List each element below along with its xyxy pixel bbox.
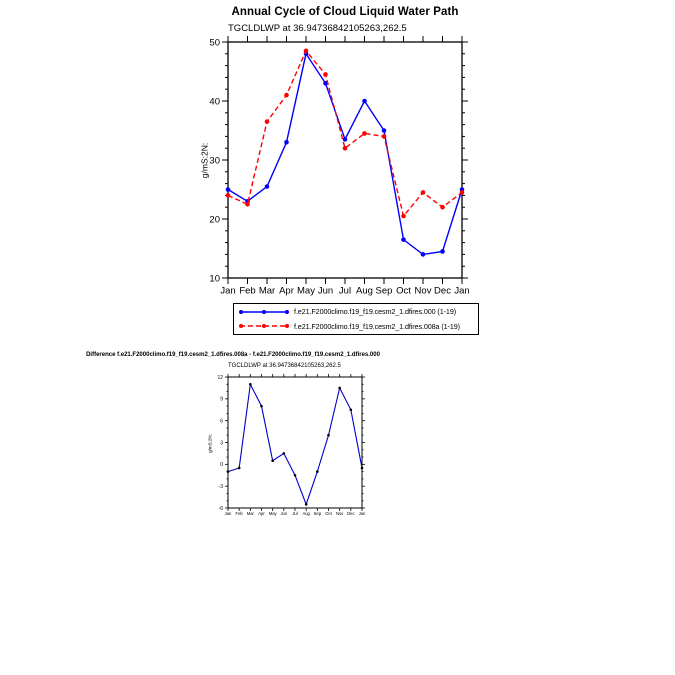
data-point-marker bbox=[304, 49, 309, 54]
legend-entry-dfires-008a bbox=[238, 319, 478, 333]
x-tick-label: Jun bbox=[280, 511, 288, 517]
top-chart-subtitle: TGCLDLWP at 36.94736842105263,262.5 bbox=[228, 23, 407, 34]
data-point-marker bbox=[382, 134, 387, 139]
difference-chart-y-axis-label: g/mS:2N: bbox=[207, 434, 213, 453]
difference-chart-title: Difference f.e21.F2000climo.f19_f19.cesm2_1.dfires.008a - f.e21.F2000climo.f19_f19.cesm2_1.dfires.000 bbox=[86, 352, 380, 358]
data-point-marker bbox=[284, 140, 289, 145]
x-tick-label: Mar bbox=[258, 285, 276, 297]
data-point-marker bbox=[260, 405, 263, 408]
y-tick-label: 10 bbox=[209, 273, 220, 285]
data-point-marker bbox=[305, 503, 308, 506]
data-point-marker bbox=[245, 202, 250, 207]
x-tick-label: Aug bbox=[302, 511, 310, 517]
legend-marker bbox=[262, 310, 266, 314]
x-tick-label: Jul bbox=[338, 285, 352, 297]
data-point-marker bbox=[316, 470, 319, 473]
y-tick-label: 3 bbox=[220, 440, 223, 447]
top-chart-y-axis-label: g/mS:2N: bbox=[199, 142, 210, 179]
x-tick-label: Apr bbox=[279, 285, 294, 297]
data-point-marker bbox=[284, 93, 289, 98]
x-tick-label: Aug bbox=[356, 285, 373, 297]
x-tick-label: Mar bbox=[246, 511, 254, 517]
data-point-marker bbox=[350, 408, 353, 411]
legend-sample-solid bbox=[238, 308, 290, 316]
data-point-marker bbox=[401, 214, 406, 219]
data-point-marker bbox=[327, 434, 330, 437]
data-point-marker bbox=[361, 467, 364, 470]
top-chart-title: Annual Cycle of Cloud Liquid Water Path bbox=[231, 6, 459, 18]
x-tick-label: Jun bbox=[317, 285, 334, 297]
data-point-marker bbox=[421, 252, 426, 257]
data-point-marker bbox=[227, 470, 230, 473]
y-tick-label: 40 bbox=[209, 96, 220, 108]
x-tick-label: Jan bbox=[220, 285, 236, 297]
data-point-marker bbox=[362, 99, 367, 104]
x-tick-label: Jul bbox=[292, 511, 298, 517]
y-tick-label: 30 bbox=[209, 155, 220, 167]
y-tick-label: 50 bbox=[209, 37, 220, 49]
data-point-marker bbox=[271, 459, 274, 462]
plot-border bbox=[228, 42, 462, 278]
data-point-marker bbox=[343, 146, 348, 151]
x-tick-label: Sep bbox=[375, 285, 393, 297]
y-tick-label: 6 bbox=[220, 418, 223, 425]
data-point-marker bbox=[323, 72, 328, 77]
y-tick-label: -3 bbox=[218, 483, 223, 490]
x-tick-label: Jan bbox=[358, 511, 366, 517]
x-tick-label: Jan bbox=[224, 511, 232, 517]
data-point-marker bbox=[283, 452, 286, 455]
x-tick-label: Dec bbox=[434, 285, 451, 297]
difference-chart bbox=[0, 350, 675, 525]
plot-border bbox=[228, 377, 362, 508]
x-tick-label: Nov bbox=[414, 285, 432, 297]
annual-cycle-chart bbox=[0, 0, 675, 300]
data-point-marker bbox=[265, 184, 270, 189]
x-tick-label: Oct bbox=[396, 285, 411, 297]
data-point-marker bbox=[421, 190, 426, 195]
x-tick-label: Sep bbox=[313, 511, 322, 517]
y-tick-label: 0 bbox=[220, 462, 223, 469]
x-tick-label: Feb bbox=[235, 511, 243, 517]
data-point-marker bbox=[249, 383, 252, 386]
series-line bbox=[228, 384, 362, 504]
data-point-marker bbox=[382, 128, 387, 133]
x-tick-label: Oct bbox=[325, 511, 332, 517]
data-point-marker bbox=[343, 137, 348, 142]
chart-legend bbox=[233, 303, 479, 335]
x-tick-label: Apr bbox=[258, 511, 265, 517]
legend-label-dfires-000: f.e21.F2000climo.f19_f19.cesm2_1.dfires.000 (1-19) bbox=[294, 307, 457, 317]
legend-entry-dfires-000 bbox=[238, 305, 478, 319]
data-point-marker bbox=[338, 387, 341, 390]
data-point-marker bbox=[226, 193, 231, 198]
data-point-marker bbox=[401, 237, 406, 242]
data-point-marker bbox=[226, 187, 231, 192]
x-tick-label: May bbox=[268, 511, 277, 517]
data-point-marker bbox=[294, 474, 297, 477]
x-tick-label: Dec bbox=[347, 511, 355, 517]
series-line bbox=[228, 51, 462, 216]
y-tick-label: 9 bbox=[220, 396, 223, 403]
legend-marker bbox=[285, 324, 289, 328]
legend-marker bbox=[239, 310, 243, 314]
x-tick-label: Jan bbox=[454, 285, 470, 297]
series-line bbox=[228, 54, 462, 255]
y-tick-label: 20 bbox=[209, 214, 220, 226]
data-point-marker bbox=[362, 131, 367, 136]
legend-marker bbox=[262, 324, 266, 328]
data-point-marker bbox=[238, 467, 241, 470]
data-point-marker bbox=[265, 119, 270, 124]
y-tick-label: 12 bbox=[217, 374, 223, 381]
x-tick-label: Nov bbox=[335, 511, 344, 517]
data-point-marker bbox=[440, 205, 445, 210]
legend-sample-dashed bbox=[238, 322, 290, 330]
x-tick-label: Feb bbox=[239, 285, 256, 297]
legend-marker bbox=[239, 324, 243, 328]
legend-marker bbox=[285, 310, 289, 314]
x-tick-label: May bbox=[297, 285, 315, 297]
data-point-marker bbox=[460, 190, 465, 195]
legend-label-dfires-008a: f.e21.F2000climo.f19_f19.cesm2_1.dfires.008a (1-19) bbox=[294, 321, 460, 331]
y-tick-label: -6 bbox=[218, 505, 223, 512]
difference-chart-subtitle: TGCLDLWP at 36.94736842105263,262.5 bbox=[228, 363, 341, 369]
data-point-marker bbox=[440, 249, 445, 254]
